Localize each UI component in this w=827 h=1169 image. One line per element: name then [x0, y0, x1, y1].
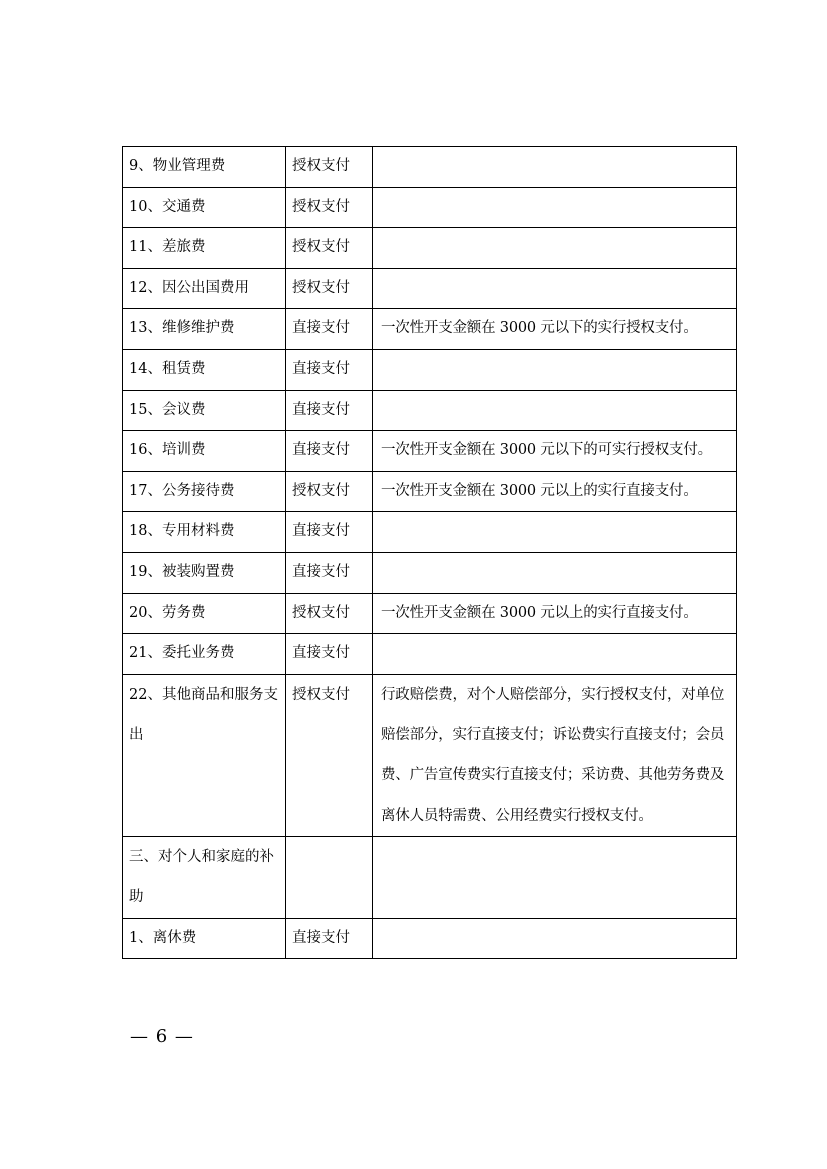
table-row: [123, 431, 737, 472]
item-cell: 12、因公出国费用: [123, 268, 286, 309]
item-cell: 9、物业管理费: [123, 147, 286, 188]
note-cell: [373, 268, 737, 309]
table-row: [123, 918, 737, 959]
item-cell: 22、其他商品和服务支出: [123, 674, 286, 836]
item-cell: 20、劳务费: [123, 593, 286, 634]
method-cell: 直接支付: [286, 512, 373, 553]
table-row: [123, 674, 737, 836]
note-cell: 一次性开支金额在 3000 元以上的实行直接支付。: [373, 593, 737, 634]
note-cell: [373, 147, 737, 188]
item-cell: 10、交通费: [123, 187, 286, 228]
item-cell: 18、专用材料费: [123, 512, 286, 553]
method-cell: 直接支付: [286, 918, 373, 959]
method-cell: 授权支付: [286, 593, 373, 634]
method-cell: 授权支付: [286, 187, 373, 228]
item-cell: 14、租赁费: [123, 349, 286, 390]
method-cell: 直接支付: [286, 390, 373, 431]
item-cell: 三、对个人和家庭的补助: [123, 836, 286, 918]
payment-method-table: [122, 146, 737, 959]
table-row: [123, 552, 737, 593]
item-cell: 19、被装购置费: [123, 552, 286, 593]
note-cell: [373, 634, 737, 675]
table-row: [123, 228, 737, 269]
note-cell: [373, 349, 737, 390]
note-cell: [373, 918, 737, 959]
note-cell: [373, 512, 737, 553]
method-cell: 直接支付: [286, 309, 373, 350]
table-row: [123, 593, 737, 634]
method-cell: 授权支付: [286, 674, 373, 836]
item-cell: 13、维修维护费: [123, 309, 286, 350]
item-cell: 11、差旅费: [123, 228, 286, 269]
note-cell: 一次性开支金额在 3000 元以上的实行直接支付。: [373, 471, 737, 512]
note-cell: 行政赔偿费，对个人赔偿部分，实行授权支付，对单位赔偿部分，实行直接支付；诉讼费实行直接支付；会员费、广告宣传费实行直接支付；采访费、其他劳务费及离休人员特需费、公用经费实行授权支付。: [373, 674, 737, 836]
method-cell: 直接支付: [286, 431, 373, 472]
method-cell: 授权支付: [286, 228, 373, 269]
method-cell: 授权支付: [286, 268, 373, 309]
item-cell: 1、离休费: [123, 918, 286, 959]
note-cell: 一次性开支金额在 3000 元以下的实行授权支付。: [373, 309, 737, 350]
table-row: [123, 471, 737, 512]
table-row: [123, 309, 737, 350]
table-row: [123, 512, 737, 553]
table-row: [123, 349, 737, 390]
item-cell: 17、公务接待费: [123, 471, 286, 512]
table-row: [123, 836, 737, 918]
note-cell: 一次性开支金额在 3000 元以下的可实行授权支付。: [373, 431, 737, 472]
table-row: [123, 147, 737, 188]
item-cell: 21、委托业务费: [123, 634, 286, 675]
table-row: [123, 634, 737, 675]
note-cell: [373, 836, 737, 918]
note-cell: [373, 552, 737, 593]
method-cell: 直接支付: [286, 634, 373, 675]
method-cell: [286, 836, 373, 918]
note-cell: [373, 390, 737, 431]
table-row: [123, 390, 737, 431]
table-row: [123, 268, 737, 309]
method-cell: 直接支付: [286, 552, 373, 593]
method-cell: 授权支付: [286, 471, 373, 512]
item-cell: 15、会议费: [123, 390, 286, 431]
method-cell: 直接支付: [286, 349, 373, 390]
page-number: — 6 —: [130, 1026, 194, 1047]
method-cell: 授权支付: [286, 147, 373, 188]
table-row: [123, 187, 737, 228]
note-cell: [373, 187, 737, 228]
note-cell: [373, 228, 737, 269]
item-cell: 16、培训费: [123, 431, 286, 472]
